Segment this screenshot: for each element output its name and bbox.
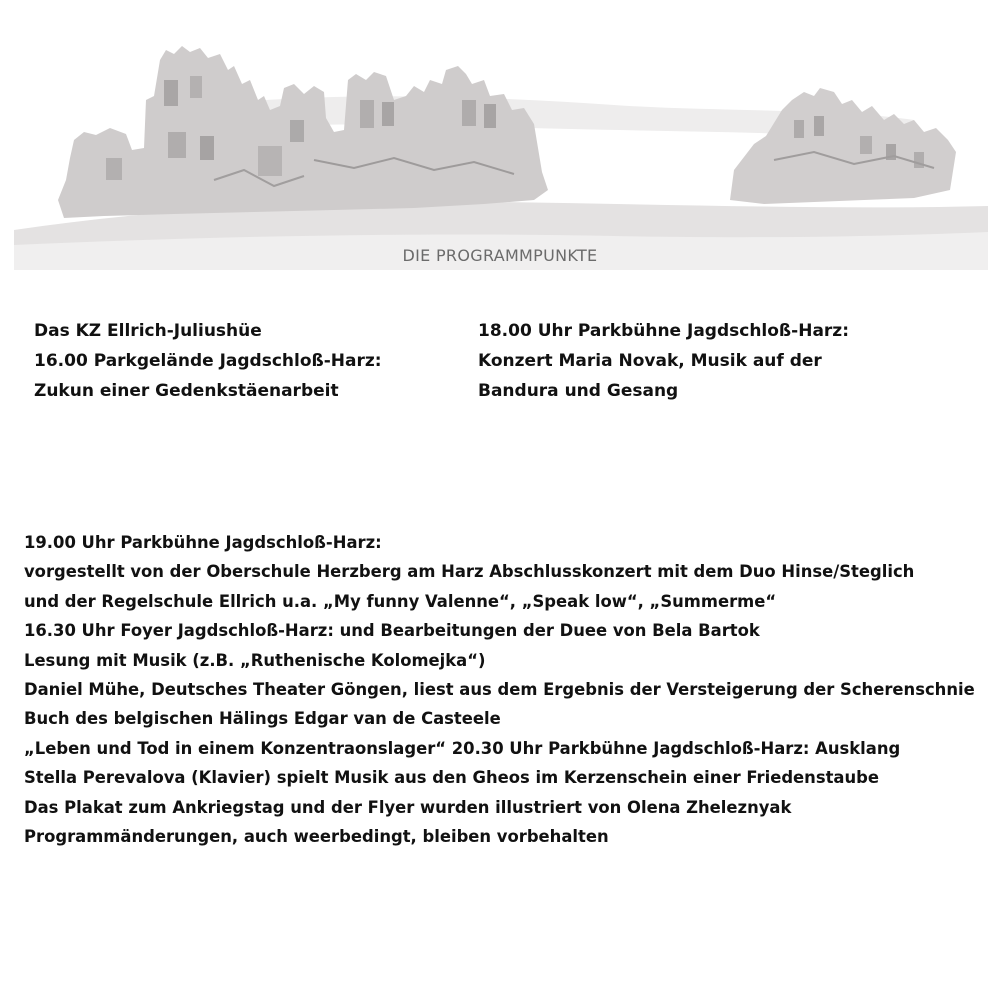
program-main-list — [24, 528, 975, 851]
program-line: Das Plakat zum Ankriegstag und der Flyer wurden illustriert von Olena Zheleznyak — [24, 797, 792, 817]
program-line: Konzert Maria Novak, Musik auf der — [478, 351, 822, 371]
program-line: vorgestellt von der Oberschule Herzberg am Harz Abschlusskonzert mit dem Duo Hinse/Steglich — [24, 562, 915, 582]
program-line: Lesung mit Musik (z.B. „Ruthenische Kolomejka“) — [24, 650, 486, 670]
program-line: Zukun einer Gedenkstäenarbeit — [34, 381, 339, 401]
ruins-banner — [14, 40, 988, 270]
program-line: Stella Perevalova (Klavier) spielt Musik aus den Gheos im Kerzenschein einer Friedenstaube — [24, 768, 880, 788]
program-line: Das KZ Ellrich-Juliushüe — [34, 321, 262, 341]
program-right-column — [478, 316, 849, 406]
program-line: und der Regelschule Ellrich u.a. „My funny Valenne“, „Speak low“, „Summerme“ — [24, 591, 777, 611]
program-line: Buch des belgischen Hälings Edgar van de Casteele — [24, 709, 501, 729]
program-line: Programmänderungen, auch weerbedingt, bleiben vorbehalten — [24, 827, 609, 847]
program-line: 16.00 Parkgelände Jagdschloß-Harz: — [34, 351, 382, 371]
ruins-illustration-icon — [14, 40, 988, 270]
section-title: DIE PROGRAMMPUNKTE — [402, 246, 598, 265]
program-line: Bandura und Gesang — [478, 381, 679, 401]
program-line: 19.00 Uhr Parkbühne Jagdschloß-Harz: — [24, 533, 382, 552]
program-line: „Leben und Tod in einem Konzentraonslager“ 20.30 Uhr Parkbühne Jagdschloß-Harz: Ausklang — [24, 738, 901, 758]
program-left-column — [34, 316, 382, 406]
program-line: 16.30 Uhr Foyer Jagdschloß-Harz: und Bearbeitungen der Duee von Bela Bartok — [24, 621, 760, 641]
program-line: Daniel Mühe, Deutsches Theater Göngen, liest aus dem Ergebnis der Versteigerung der Scherenschnie — [24, 680, 975, 700]
program-line: 18.00 Uhr Parkbühne Jagdschloß-Harz: — [478, 321, 849, 341]
